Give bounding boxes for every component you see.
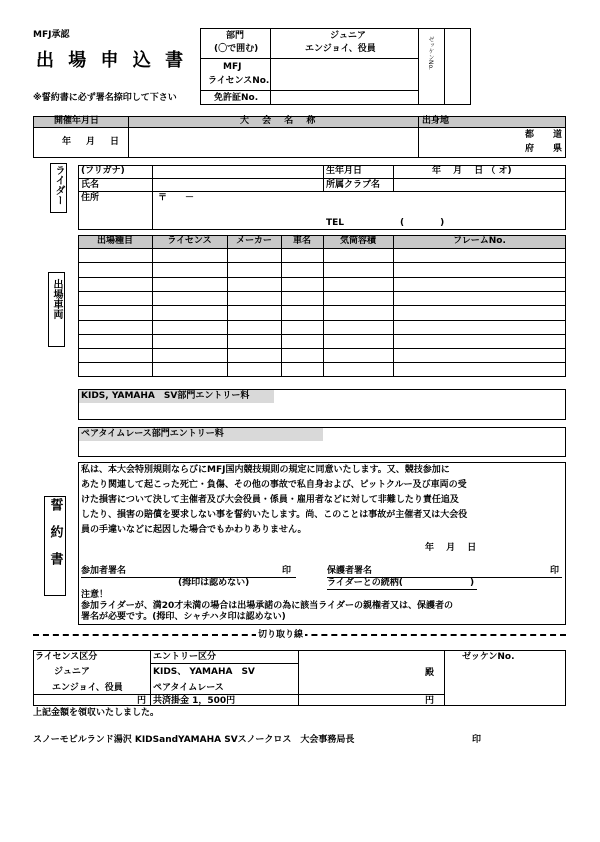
caution-title: 注意！	[81, 590, 109, 600]
pref-dou: 道	[553, 130, 563, 140]
mfj-label: MFJ	[223, 62, 242, 72]
relation-close: )	[470, 578, 475, 588]
vehicle-col-header: 気筒容積	[339, 236, 376, 246]
address-label: 住所	[81, 193, 100, 203]
receipt-license-class: ライセンス区分	[35, 652, 98, 662]
vehicle-col-header: メーカー	[236, 236, 272, 246]
address-input[interactable]	[154, 203, 564, 228]
vehicle-row[interactable]	[79, 349, 565, 362]
receipt-kids: KIDS、 YAMAHA SV	[153, 667, 255, 677]
pledge-text-line: したり、損害の賠償を要求しない事を誓約いたします。尚、このことは事故が主催者又は大会役	[81, 510, 468, 520]
receipt-footer-seal: 印	[472, 735, 482, 745]
pledge-text-line: けた損害について決して主催者及び大会役員・係員・雇用者などに対して非難したり責任追及	[81, 495, 459, 505]
name-input[interactable]	[154, 179, 322, 190]
permit-input[interactable]	[272, 91, 417, 104]
vehicle-row[interactable]	[79, 263, 565, 276]
pledge-vertical-label: 誓約書	[47, 498, 63, 579]
receipt-zekken: ゼッケンNo.	[462, 652, 515, 662]
seal-note: ※誓約書に必ず署名捺印して下さい	[33, 93, 177, 103]
furigana-input[interactable]	[154, 166, 322, 177]
zekken-vertical-label: ゼッケンNo.	[427, 36, 434, 70]
club-label: 所属クラブ名	[326, 180, 381, 190]
name-label: 氏名	[81, 180, 100, 190]
vehicle-row[interactable]	[79, 278, 565, 291]
furigana-label: (フリガナ)	[81, 166, 125, 176]
relation-label: ライダーとの続柄(	[327, 578, 403, 588]
vehicle-col-header: フレームNo.	[453, 236, 506, 246]
vehicle-row[interactable]	[79, 321, 565, 334]
license-no-label: ライセンスNo.	[208, 76, 270, 86]
approval-label: MFJ承認	[33, 30, 70, 40]
event-day: 日	[110, 137, 120, 147]
club-input[interactable]	[395, 179, 564, 190]
pledge-text-line: あたり関連して起こった死亡・負傷、その他の事故で私自身および、ピットクルー及び車両の受	[81, 480, 467, 490]
receipt-footer-org: スノーモビルランド湯沢 KIDSandYAMAHA SVスノークロス 大会事務局長	[33, 735, 355, 745]
vehicle-col-header: ライセンス	[167, 236, 212, 246]
receipt-enjoy-officer: エンジョイ、役員	[52, 683, 123, 693]
receipt-received: 上記金額を領収いたしました。	[33, 708, 160, 718]
receipt-yen-1: 円	[137, 696, 147, 706]
event-date-label: 開催年月日	[54, 116, 100, 126]
pref-ken: 県	[553, 144, 563, 154]
receipt-dono: 殿	[425, 668, 435, 678]
event-name-label: 大 会 名 称	[240, 116, 321, 126]
no-thumb-note: (拇印は認めない)	[178, 578, 250, 588]
page-title: 出 場 申 込 書	[36, 50, 188, 71]
vehicle-row[interactable]	[79, 335, 565, 348]
kids-fee-label: KIDS, YAMAHA SV部門エントリー料	[81, 391, 250, 401]
event-year: 年	[62, 137, 72, 147]
pair-fee-label: ペアタイムレース部門エントリー料	[81, 429, 224, 439]
zekken-input[interactable]	[272, 59, 417, 89]
guardian-sign-input[interactable]	[385, 564, 545, 577]
rider-vertical-label: ライダー	[53, 165, 64, 205]
vehicle-col-header: 出場種目	[96, 236, 133, 246]
birth-value: 年 月 日 （ オ)	[432, 166, 512, 176]
guardian-seal: 印	[550, 566, 560, 576]
birth-label: 生年月日	[326, 166, 363, 176]
tel-label: TEL	[326, 218, 345, 228]
cut-line-label: 切り取り線	[258, 630, 304, 640]
postal-label: 〒 －	[158, 193, 195, 203]
participant-sign-label: 参加者署名	[81, 566, 127, 576]
receipt-pair: ペアタイムレース	[153, 683, 224, 693]
pledge-text-line: 員の手違いなどに起因した場合でもかわりありません。	[81, 525, 307, 535]
vehicle-row[interactable]	[79, 292, 565, 305]
origin-label: 出身地	[422, 116, 450, 126]
pref-to: 都	[525, 130, 535, 140]
participant-seal: 印	[282, 566, 292, 576]
dept-junior: ジュニア	[330, 31, 366, 41]
vehicle-row[interactable]	[79, 306, 565, 319]
receipt-entry-class: エントリー区分	[153, 652, 217, 662]
vehicle-row[interactable]	[79, 363, 565, 376]
tel-paren: ( )	[400, 218, 445, 228]
event-month: 月	[86, 137, 96, 147]
caution-line-1: 参加ライダーが、満20才未満の場合は出場承諾の為に該当ライダーの親権者又は、保護者の	[81, 601, 453, 611]
caution-line-2: 署名が必要です。(拇印、シャチハタ印は認めない)	[81, 612, 286, 622]
dept-note: (〇で囲む)	[214, 44, 259, 54]
receipt-yen-2: 円	[425, 696, 435, 706]
pledge-text-line: 私は、本大会特別規則ならびにMFJ国内競技規則の規定に同意いたします。又、競技参加に	[81, 465, 450, 475]
zekken-number-box[interactable]	[446, 30, 470, 103]
receipt-junior: ジュニア	[54, 667, 90, 677]
participant-sign-input[interactable]	[140, 564, 278, 577]
guardian-sign-label: 保護者署名	[327, 566, 373, 576]
permit-label: 免許証No.	[214, 93, 259, 103]
event-name-input[interactable]	[130, 129, 416, 156]
dept-enjoy-officer: エンジョイ、役員	[305, 44, 376, 54]
pref-fu: 府	[525, 144, 535, 154]
vehicle-col-header: 車名	[292, 236, 311, 246]
vehicle-vertical-label: 出場車両	[51, 279, 62, 319]
receipt-deposit: 共済掛金 1，500円	[153, 696, 236, 706]
pledge-date: 年 月 日	[425, 543, 477, 553]
receipt-name-input[interactable]	[300, 652, 420, 692]
dept-label: 部門	[226, 31, 245, 41]
receipt-zekken-input[interactable]	[446, 664, 564, 704]
vehicle-row[interactable]	[79, 249, 565, 262]
